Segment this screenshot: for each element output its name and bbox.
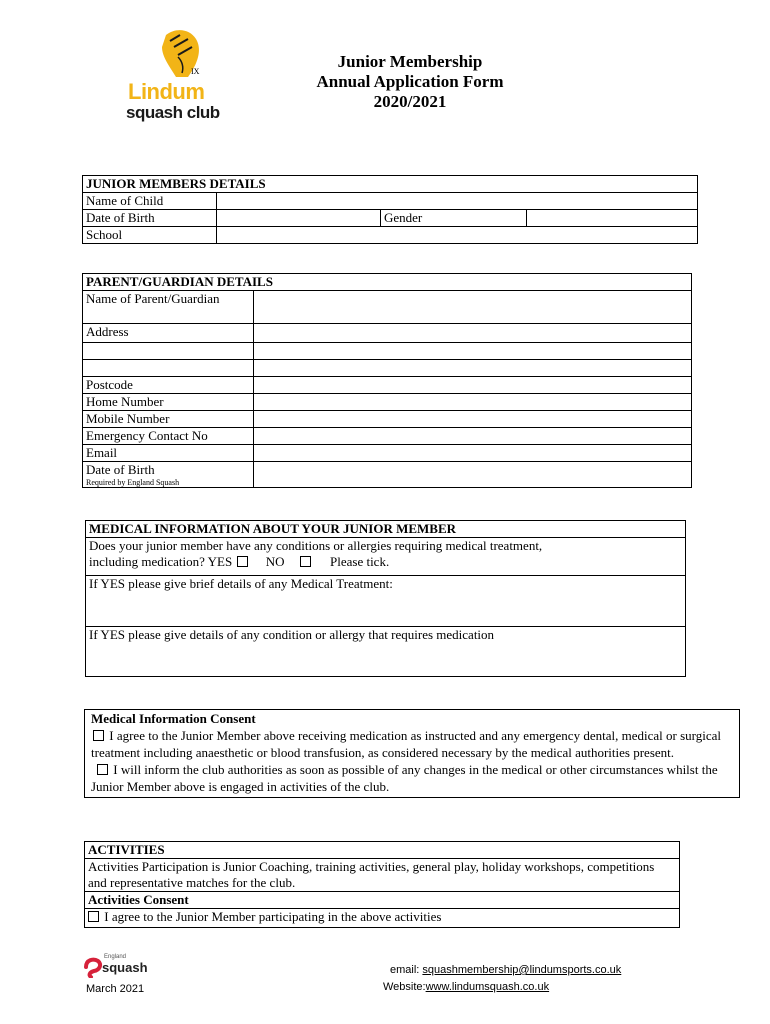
label-name-child: Name of Child (83, 193, 217, 210)
dob-field[interactable] (217, 210, 381, 227)
medical-consent-table (84, 709, 740, 798)
parent-dob-field[interactable] (254, 462, 692, 488)
medical-question-text: including medication? YES (89, 554, 233, 569)
emergency-field[interactable] (254, 428, 692, 445)
consent-inform-checkbox[interactable] (97, 764, 108, 775)
label-mobile: Mobile Number (83, 411, 254, 428)
label-dob: Date of Birth (83, 210, 217, 227)
medical-question-line-1: Does your junior member have any conditions or allergies requiring medical treatment, (89, 538, 543, 553)
junior-details-table (82, 175, 698, 244)
page-title (0, 52, 770, 112)
mobile-field[interactable] (254, 411, 692, 428)
parent-details-table (82, 273, 692, 488)
medical-question-line-2 (89, 554, 682, 570)
logo-name: Lindum (128, 79, 205, 104)
consent-agree-text (91, 727, 733, 761)
yes-checkbox[interactable] (237, 556, 248, 567)
label-email: Email (83, 445, 254, 462)
name-child-field[interactable] (217, 193, 698, 210)
consent-agree-label: I agree to the Junior Member above receiving medication as instructed and any emergency dental, medical or surgical treatment including anaesthetic or blood transfusion, as considered necessary by the medical authorities present. (91, 728, 721, 760)
medical-consent-heading: Medical Information Consent (91, 711, 256, 726)
footer-website-label: Website: (383, 981, 426, 993)
medical-table (85, 520, 686, 677)
condition-details-label: If YES please give details of any condition or allergy that requires medication (89, 627, 495, 642)
gender-field[interactable] (527, 210, 698, 227)
parent-dob-note: Required by England Squash (86, 478, 180, 487)
activities-consent-label: I agree to the Junior Member participating in the above activities (104, 909, 442, 924)
label-parent-dob (83, 462, 254, 488)
activities-text: Activities Participation is Junior Coaching, training activities, general play, holiday workshops, competitions and representative matches for the club. (85, 859, 680, 892)
footer-email-link[interactable]: squashmembership@lindumsports.co.uk (422, 964, 622, 976)
footer-email-label: email: (390, 964, 420, 976)
no-checkbox[interactable] (300, 556, 311, 567)
consent-inform-text (91, 761, 733, 795)
label-parent-name: Name of Parent/Guardian (83, 291, 254, 324)
address-field-2[interactable] (254, 343, 692, 360)
postcode-field[interactable] (254, 377, 692, 394)
consent-agree-checkbox[interactable] (93, 730, 104, 741)
activities-heading: ACTIVITIES (85, 842, 680, 859)
england-squash-small: England (104, 954, 127, 960)
address-field-3[interactable] (254, 360, 692, 377)
activities-consent-checkbox[interactable] (88, 911, 99, 922)
parent-dob-text: Date of Birth (86, 462, 155, 477)
address-blank-2 (83, 360, 254, 377)
label-address: Address (83, 324, 254, 343)
condition-details-field[interactable] (86, 627, 686, 677)
label-emergency: Emergency Contact No (83, 428, 254, 445)
treatment-details-label: If YES please give brief details of any Medical Treatment: (89, 576, 393, 591)
title-line-2: Annual Application Form (316, 72, 504, 91)
medical-heading: MEDICAL INFORMATION ABOUT YOUR JUNIOR MEMBER (86, 521, 686, 538)
activities-consent-row (85, 909, 680, 928)
label-home: Home Number (83, 394, 254, 411)
activities-table (84, 841, 680, 928)
footer-website-row (383, 981, 549, 993)
medical-consent-cell (85, 710, 740, 798)
activities-consent-heading: Activities Consent (85, 892, 680, 909)
label-postcode: Postcode (83, 377, 254, 394)
footer-date: March 2021 (86, 983, 145, 995)
footer-website-link[interactable]: www.lindumsquash.co.uk (425, 981, 550, 993)
no-label: NO (265, 554, 285, 569)
england-squash-logo (82, 954, 152, 982)
address-blank-1 (83, 343, 254, 360)
home-field[interactable] (254, 394, 692, 411)
england-squash-text: squash (102, 960, 148, 975)
logo-sub: squash club (126, 103, 220, 122)
junior-heading: JUNIOR MEMBERS DETAILS (83, 176, 698, 193)
parent-name-field[interactable] (254, 291, 692, 324)
address-field-1[interactable] (254, 324, 692, 343)
logo-numeral: IX (191, 67, 200, 76)
email-field[interactable] (254, 445, 692, 462)
medical-question (86, 538, 686, 576)
footer-email-row (390, 964, 621, 976)
please-tick-label: Please tick. (330, 554, 390, 569)
treatment-details-field[interactable] (86, 576, 686, 627)
school-field[interactable] (217, 227, 698, 244)
title-line-3: 2020/2021 (373, 92, 447, 111)
consent-inform-label: I will inform the club authorities as soon as possible of any changes in the medical or other circumstances whilst the Junior Member above is engaged in activities of the club. (91, 762, 718, 794)
label-school: School (83, 227, 217, 244)
england-squash-mark-icon (82, 956, 104, 978)
title-line-1: Junior Membership (337, 52, 483, 71)
label-gender: Gender (381, 210, 527, 227)
parent-heading: PARENT/GUARDIAN DETAILS (83, 274, 692, 291)
